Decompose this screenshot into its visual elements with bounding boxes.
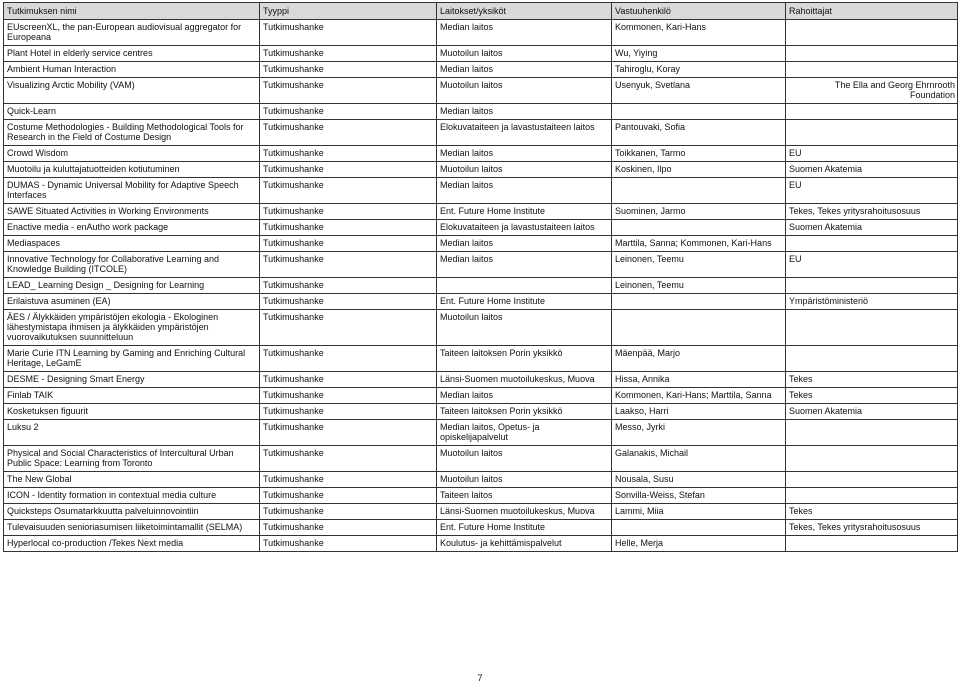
funder-cell — [786, 310, 958, 346]
funder-cell: Tekes, Tekes yritysrahoitusosuus — [786, 520, 958, 536]
table-row — [4, 252, 958, 278]
page-number: 7 — [477, 673, 483, 683]
project-name-cell: EUscreenXL, the pan-European audiovisual aggregator for Europeana — [4, 20, 260, 46]
department-cell: Taiteen laitos — [437, 488, 612, 504]
department-cell: Länsi-Suomen muotoilukeskus, Muova — [437, 504, 612, 520]
funder-cell: Tekes — [786, 372, 958, 388]
table-row — [4, 162, 958, 178]
type-cell: Tutkimushanke — [260, 388, 437, 404]
responsible-person-cell: Messo, Jyrki — [612, 420, 786, 446]
funder-cell: Suomen Akatemia — [786, 162, 958, 178]
responsible-person-cell — [612, 294, 786, 310]
funder-cell — [786, 278, 958, 294]
type-cell: Tutkimushanke — [260, 504, 437, 520]
funder-cell: Tekes — [786, 388, 958, 404]
type-cell: Tutkimushanke — [260, 178, 437, 204]
header-cell-nimi: Tutkimuksen nimi — [4, 3, 260, 20]
funder-cell — [786, 104, 958, 120]
funder-cell — [786, 236, 958, 252]
responsible-person-cell: Wu, Yiying — [612, 46, 786, 62]
funder-cell — [786, 472, 958, 488]
project-name-cell: The New Global — [4, 472, 260, 488]
department-cell: Median laitos — [437, 146, 612, 162]
responsible-person-cell: Lammi, Miia — [612, 504, 786, 520]
header-cell-laitos: Laitokset/yksiköt — [437, 3, 612, 20]
table-row — [4, 294, 958, 310]
project-name-cell: Erilaistuva asuminen (EA) — [4, 294, 260, 310]
department-cell: Median laitos — [437, 20, 612, 46]
project-name-cell: Quicksteps Osumatarkkuutta palveluinnovointiin — [4, 504, 260, 520]
funder-cell — [786, 62, 958, 78]
responsible-person-cell: Marttila, Sanna; Kommonen, Kari-Hans — [612, 236, 786, 252]
type-cell: Tutkimushanke — [260, 220, 437, 236]
funder-cell — [786, 536, 958, 552]
department-cell: Median laitos — [437, 62, 612, 78]
project-name-cell: Marie Curie ITN Learning by Gaming and Enriching Cultural Heritage, LeGamE — [4, 346, 260, 372]
table-row — [4, 420, 958, 446]
project-name-cell: Ambient Human Interaction — [4, 62, 260, 78]
project-name-cell: ICON - Identity formation in contextual media culture — [4, 488, 260, 504]
header-cell-vastuuhenkilo: Vastuuhenkilö — [612, 3, 786, 20]
table-row — [4, 178, 958, 204]
type-cell: Tutkimushanke — [260, 20, 437, 46]
department-cell: Muotoilun laitos — [437, 162, 612, 178]
table-row — [4, 520, 958, 536]
type-cell: Tutkimushanke — [260, 310, 437, 346]
type-cell: Tutkimushanke — [260, 104, 437, 120]
table-row — [4, 310, 958, 346]
department-cell: Taiteen laitoksen Porin yksikkö — [437, 404, 612, 420]
type-cell: Tutkimushanke — [260, 120, 437, 146]
type-cell: Tutkimushanke — [260, 346, 437, 372]
responsible-person-cell: Suominen, Jarmo — [612, 204, 786, 220]
project-name-cell: Visualizing Arctic Mobility (VAM) — [4, 78, 260, 104]
department-cell: Median laitos — [437, 104, 612, 120]
type-cell: Tutkimushanke — [260, 236, 437, 252]
table-row — [4, 78, 958, 104]
department-cell: Muotoilun laitos — [437, 310, 612, 346]
responsible-person-cell: Koskinen, Ilpo — [612, 162, 786, 178]
type-cell: Tutkimushanke — [260, 372, 437, 388]
project-name-cell: Quick-Learn — [4, 104, 260, 120]
project-name-cell: Mediaspaces — [4, 236, 260, 252]
responsible-person-cell: Sonvilla-Weiss, Stefan — [612, 488, 786, 504]
table-row — [4, 62, 958, 78]
department-cell: Taiteen laitoksen Porin yksikkö — [437, 346, 612, 372]
responsible-person-cell: Kommonen, Kari-Hans; Marttila, Sanna — [612, 388, 786, 404]
funder-cell — [786, 46, 958, 62]
project-name-cell: SAWE Situated Activities in Working Environments — [4, 204, 260, 220]
department-cell: Muotoilun laitos — [437, 46, 612, 62]
responsible-person-cell — [612, 178, 786, 204]
funder-cell — [786, 346, 958, 372]
responsible-person-cell — [612, 104, 786, 120]
responsible-person-cell: Leinonen, Teemu — [612, 252, 786, 278]
type-cell: Tutkimushanke — [260, 278, 437, 294]
project-name-cell: Physical and Social Characteristics of Intercultural Urban Public Space: Learning from Toronto — [4, 446, 260, 472]
type-cell: Tutkimushanke — [260, 420, 437, 446]
department-cell: Ent. Future Home Institute — [437, 204, 612, 220]
table-row — [4, 536, 958, 552]
department-cell: Median laitos — [437, 388, 612, 404]
research-projects-table — [3, 2, 958, 552]
department-cell: Ent. Future Home Institute — [437, 294, 612, 310]
project-name-cell: Finlab TAIK — [4, 388, 260, 404]
responsible-person-cell: Mäenpää, Marjo — [612, 346, 786, 372]
project-name-cell: DUMAS - Dynamic Universal Mobility for Adaptive Speech Interfaces — [4, 178, 260, 204]
project-name-cell: Luksu 2 — [4, 420, 260, 446]
table-row — [4, 404, 958, 420]
table-body — [4, 20, 958, 552]
department-cell: Median laitos — [437, 236, 612, 252]
project-name-cell: Plant Hotel in elderly service centres — [4, 46, 260, 62]
type-cell: Tutkimushanke — [260, 294, 437, 310]
table-row — [4, 236, 958, 252]
header-cell-tyyppi: Tyyppi — [260, 3, 437, 20]
funder-cell — [786, 420, 958, 446]
responsible-person-cell: Toikkanen, Tarmo — [612, 146, 786, 162]
table-row — [4, 120, 958, 146]
funder-cell: The Ella and Georg Ehrnrooth Foundation — [786, 78, 958, 104]
project-name-cell: Costume Methodologies - Building Methodological Tools for Research in the Field of Costume Design — [4, 120, 260, 146]
project-name-cell: DESME - Designing Smart Energy — [4, 372, 260, 388]
funder-cell: Tekes — [786, 504, 958, 520]
table-row — [4, 488, 958, 504]
table-row — [4, 446, 958, 472]
department-cell: Median laitos — [437, 252, 612, 278]
responsible-person-cell: Nousala, Susu — [612, 472, 786, 488]
type-cell: Tutkimushanke — [260, 404, 437, 420]
department-cell: Elokuvataiteen ja lavastustaiteen laitos — [437, 120, 612, 146]
table-row — [4, 146, 958, 162]
table-row — [4, 46, 958, 62]
table-row — [4, 20, 958, 46]
responsible-person-cell: Usenyuk, Svetlana — [612, 78, 786, 104]
table-row — [4, 220, 958, 236]
department-cell: Länsi-Suomen muotoilukeskus, Muova — [437, 372, 612, 388]
type-cell: Tutkimushanke — [260, 520, 437, 536]
type-cell: Tutkimushanke — [260, 488, 437, 504]
responsible-person-cell: Helle, Merja — [612, 536, 786, 552]
type-cell: Tutkimushanke — [260, 472, 437, 488]
table-row — [4, 104, 958, 120]
header-row — [4, 3, 958, 20]
type-cell: Tutkimushanke — [260, 204, 437, 220]
project-name-cell: Tulevaisuuden senioriasumisen liiketoimintamallit (SELMA) — [4, 520, 260, 536]
responsible-person-cell: Kommonen, Kari-Hans — [612, 20, 786, 46]
table-row — [4, 504, 958, 520]
type-cell: Tutkimushanke — [260, 146, 437, 162]
table-row — [4, 346, 958, 372]
project-name-cell: Crowd Wisdom — [4, 146, 260, 162]
project-name-cell: ÄES / Älykkäiden ympäristöjen ekologia - Ekologinen lähestymistapa ihmisen ja älykkäiden ympäristöjen vuorovaikutuksen suunnitteluun — [4, 310, 260, 346]
department-cell: Median laitos — [437, 178, 612, 204]
table-row — [4, 372, 958, 388]
funder-cell: Suomen Akatemia — [786, 220, 958, 236]
type-cell: Tutkimushanke — [260, 536, 437, 552]
project-name-cell: Muotoilu ja kuluttajatuotteiden kotiutuminen — [4, 162, 260, 178]
responsible-person-cell — [612, 220, 786, 236]
responsible-person-cell: Tahiroglu, Koray — [612, 62, 786, 78]
project-name-cell: Kosketuksen figuurit — [4, 404, 260, 420]
type-cell: Tutkimushanke — [260, 78, 437, 104]
funder-cell: Suomen Akatemia — [786, 404, 958, 420]
type-cell: Tutkimushanke — [260, 252, 437, 278]
funder-cell: Ympäristöministeriö — [786, 294, 958, 310]
responsible-person-cell: Laakso, Harri — [612, 404, 786, 420]
department-cell: Ent. Future Home Institute — [437, 520, 612, 536]
responsible-person-cell — [612, 520, 786, 536]
header-cell-rahoittajat: Rahoittajat — [786, 3, 958, 20]
type-cell: Tutkimushanke — [260, 446, 437, 472]
responsible-person-cell: Leinonen, Teemu — [612, 278, 786, 294]
responsible-person-cell: Hissa, Annika — [612, 372, 786, 388]
funder-cell: EU — [786, 146, 958, 162]
funder-cell — [786, 120, 958, 146]
table-row — [4, 204, 958, 220]
department-cell: Elokuvataiteen ja lavastustaiteen laitos — [437, 220, 612, 236]
type-cell: Tutkimushanke — [260, 46, 437, 62]
responsible-person-cell: Galanakis, Michail — [612, 446, 786, 472]
funder-cell — [786, 446, 958, 472]
funder-cell: Tekes, Tekes yritysrahoitusosuus — [786, 204, 958, 220]
project-name-cell: Hyperlocal co-production /Tekes Next media — [4, 536, 260, 552]
department-cell — [437, 278, 612, 294]
project-name-cell: Enactive media - enAutho work package — [4, 220, 260, 236]
table-row — [4, 472, 958, 488]
department-cell: Median laitos, Opetus- ja opiskelijapalvelut — [437, 420, 612, 446]
department-cell: Muotoilun laitos — [437, 472, 612, 488]
project-name-cell: Innovative Technology for Collaborative Learning and Knowledge Building (ITCOLE) — [4, 252, 260, 278]
type-cell: Tutkimushanke — [260, 62, 437, 78]
department-cell: Koulutus- ja kehittämispalvelut — [437, 536, 612, 552]
department-cell: Muotoilun laitos — [437, 78, 612, 104]
table-row — [4, 278, 958, 294]
type-cell: Tutkimushanke — [260, 162, 437, 178]
funder-cell: EU — [786, 252, 958, 278]
funder-cell — [786, 20, 958, 46]
table-row — [4, 388, 958, 404]
project-name-cell: LEAD_ Learning Design _ Designing for Learning — [4, 278, 260, 294]
funder-cell — [786, 488, 958, 504]
department-cell: Muotoilun laitos — [437, 446, 612, 472]
responsible-person-cell: Pantouvaki, Sofia — [612, 120, 786, 146]
responsible-person-cell — [612, 310, 786, 346]
funder-cell: EU — [786, 178, 958, 204]
